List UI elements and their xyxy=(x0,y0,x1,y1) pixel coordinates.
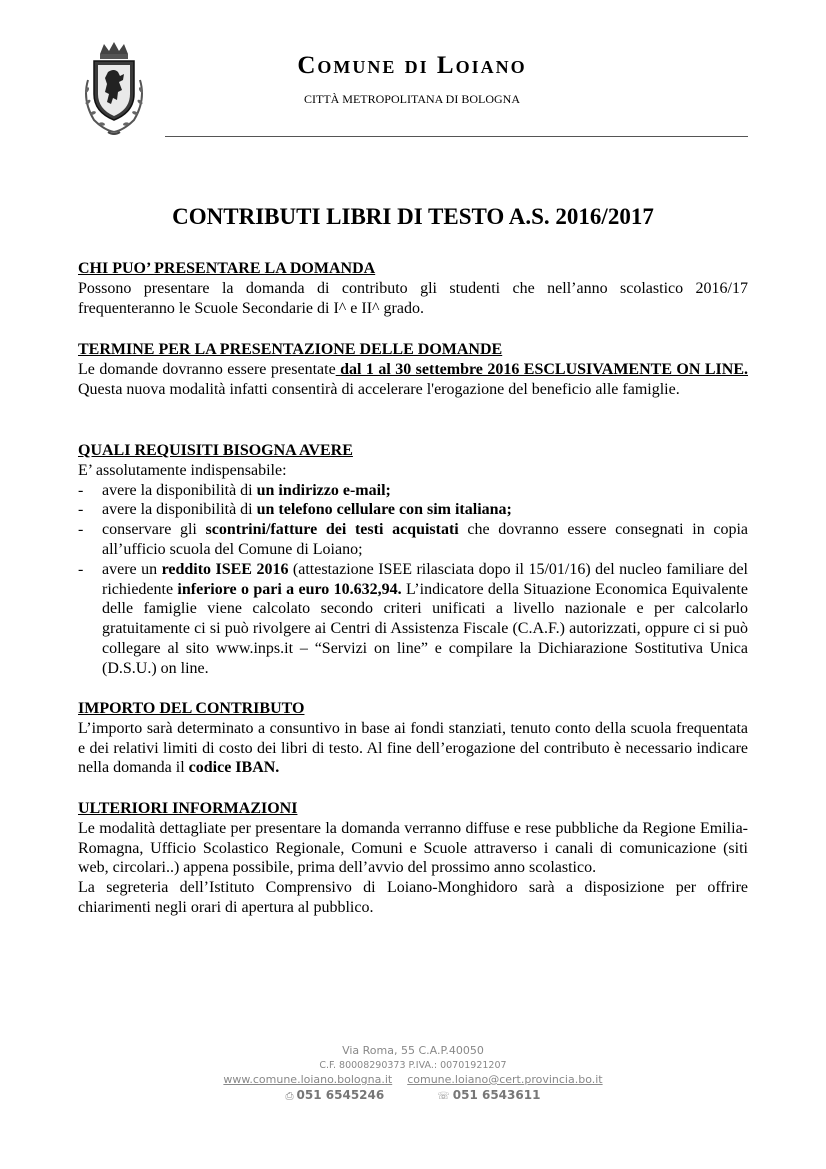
website-link[interactable]: www.comune.loiano.bologna.it xyxy=(223,1073,393,1086)
section-heading: TERMINE PER LA PRESENTAZIONE DELLE DOMANDE xyxy=(78,341,503,358)
section-heading: IMPORTO DEL CONTRIBUTO xyxy=(78,700,305,717)
paragraph-line: Possono presentare la domanda di contributo gli studenti che nell’anno scolastico 2016/17 xyxy=(78,279,748,297)
requirements-list xyxy=(78,481,748,679)
deadline-note: Questa nuova modalità infatti consentirà di accelerare l'erogazione del beneficio alle famiglie. xyxy=(78,380,680,398)
phone-icon: ☏ xyxy=(437,1091,450,1102)
fax-number: 051 6545246 xyxy=(296,1088,385,1102)
info-paragraph: La segreteria dell’Istituto Comprensivo di Loiano-Monghidoro sarà a disposizione per offrire chiarimenti negli orari di apertura al pubblico. xyxy=(78,879,748,916)
paragraph-line: frequenteranno le Scuole Secondarie di I^ e II^ grado. xyxy=(78,299,424,317)
list-item xyxy=(78,520,748,560)
item-bold: reddito ISEE 2016 xyxy=(161,560,289,578)
list-item xyxy=(78,500,748,520)
deadline-text: Le domande dovranno essere presentate xyxy=(78,360,336,378)
deadline-dates: dal 1 al 30 settembre 2016 ESCLUSIVAMENTE ON LINE. xyxy=(335,360,748,378)
section-heading: ULTERIORI INFORMAZIONI xyxy=(78,800,298,817)
item-text: L’indicatore della Situazione Economica Equivalente delle famiglie viene calcolato secondo criteri unificati a livello nazionale e per calcolarlo gratuitamente ci si può rivolgere ai Centri di Assistenza Fiscale (C.A.F.) autorizzati, oppure ci si può collegare al sito www.inps.it – “Servizi on line” e compilare la Dichiarazione Sostitutiva Unica (D.S.U.) on line. xyxy=(102,580,748,677)
section-chi-puo-presentare xyxy=(78,259,748,318)
list-bullet: - xyxy=(78,560,84,578)
list-item xyxy=(78,481,748,501)
municipality-title: Comune di Loiano xyxy=(297,52,527,79)
iban-label: codice IBAN. xyxy=(188,759,280,777)
item-text: che dovranno essere consegnati in copia all’ufficio scuola del Comune di Loiano; xyxy=(102,521,749,558)
section-heading: CHI PUO’ PRESENTARE LA DOMANDA xyxy=(78,260,376,277)
footer-links xyxy=(0,1073,826,1088)
item-text: (attestazione ISEE rilasciata dopo il 15/01/16) del nucleo familiare del richiedente xyxy=(102,560,748,598)
info-paragraph: Le modalità dettagliate per presentare la domanda verranno diffuse e rese pubbliche da Regione Emilia-Romagna, Ufficio Scolastico Regionale, Comuni e Scuole attraverso i canali di comunicazione (siti web, circolari..) appena possibile, prima dell’avvio del prossimo anno scolastico. xyxy=(78,819,748,877)
municipality-subtitle: CITTÀ METROPOLITANA DI BOLOGNA xyxy=(303,92,521,106)
section-importo xyxy=(78,699,748,778)
item-bold: un indirizzo e-mail; xyxy=(256,481,391,499)
list-bullet: - xyxy=(78,481,84,499)
item-bold: un telefono cellulare con sim italiana; xyxy=(256,501,512,519)
deadline-paragraph xyxy=(78,360,748,400)
footer-address: Via Roma, 55 C.A.P.40050 xyxy=(342,1044,484,1057)
item-text: avere la disponibilità di xyxy=(102,481,257,499)
section-heading: QUALI REQUISITI BISOGNA AVERE xyxy=(78,442,353,459)
item-text: avere un xyxy=(102,560,162,578)
section-ulteriori-informazioni xyxy=(78,799,748,918)
footer-fiscal-codes: C.F. 80008290373 P.IVA.: 00701921207 xyxy=(319,1060,507,1071)
list-bullet: - xyxy=(78,501,84,519)
section-requisiti xyxy=(78,441,748,679)
coat-of-arms-icon xyxy=(78,40,150,140)
fax-icon: ⎙ xyxy=(285,1091,294,1102)
header-divider xyxy=(165,136,748,137)
item-text: conservare gli xyxy=(102,521,206,539)
item-text: avere la disponibilità di xyxy=(102,501,257,519)
importo-paragraph xyxy=(78,719,748,778)
importo-text: L’importo sarà determinato a consuntivo in base ai fondi stanziati, tenuto conto della scuola frequentata e dei relativi limiti di costo dei libri di testo. Al fine dell’erogazione del contributo è necessario indicare nella domanda il xyxy=(78,719,748,777)
list-item xyxy=(78,560,748,679)
email-link[interactable]: comune.loiano@cert.provincia.bo.it xyxy=(407,1073,603,1086)
document-title: CONTRIBUTI LIBRI DI TESTO A.S. 2016/2017 xyxy=(172,204,654,229)
item-bold: inferiore o pari a euro 10.632,94. xyxy=(177,580,402,598)
requirements-intro: E’ assolutamente indispensabile: xyxy=(78,461,287,479)
phone-number: 051 6543611 xyxy=(452,1088,541,1102)
section-termine xyxy=(78,340,748,399)
list-bullet: - xyxy=(78,521,84,539)
item-bold: scontrini/fatture dei testi acquistati xyxy=(205,521,459,539)
footer-contacts xyxy=(0,1088,826,1105)
